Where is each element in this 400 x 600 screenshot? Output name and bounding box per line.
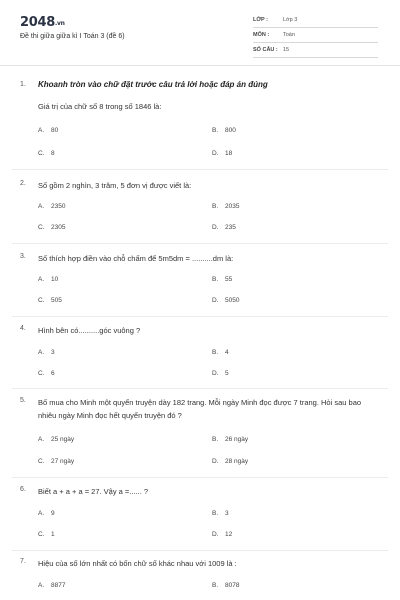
q3-option-b[interactable]: B. 55 [212,276,233,283]
question-divider [12,169,388,170]
q4-option-c[interactable]: C. 6 [38,370,55,377]
meta-class-key: LỚP : [253,17,268,23]
question-divider [12,316,388,317]
header-divider [0,65,400,66]
meta-subject-value: Toán [283,32,295,38]
q1-option-d[interactable]: D. 18 [212,150,233,157]
question-divider [12,477,388,478]
q3-number: 3. [20,253,26,260]
q1-option-a[interactable]: A. 80 [38,127,59,134]
q6-number: 6. [20,486,26,493]
q1-option-c[interactable]: C. 8 [38,150,55,157]
q5-option-b[interactable]: B. 26 ngày [212,436,249,443]
meta-count-key: SỐ CÂU : [253,47,278,53]
q2-number: 2. [20,180,26,187]
q7-option-b[interactable]: B. 8078 [212,582,240,589]
q4-option-b[interactable]: B. 4 [212,349,229,356]
page-header [0,0,400,62]
q7-text: Hiệu của số lớn nhất có bốn chữ số khác nhau với 1009 là : [38,559,237,568]
q5-option-a[interactable]: A. 25 ngày [38,436,75,443]
question-divider [12,388,388,389]
q3-option-c[interactable]: C. 505 [38,297,62,304]
q5-option-c[interactable]: C. 27 ngày [38,458,75,465]
meta-class-value: Lớp 3 [283,17,298,23]
q6-option-b[interactable]: B. 3 [212,510,229,517]
q7-number: 7. [20,558,26,565]
q6-option-a[interactable]: A. 9 [38,510,55,517]
meta-count-value: 15 [283,47,290,53]
meta-class [253,14,378,28]
q3-option-a[interactable]: A. 10 [38,276,59,283]
question-divider [12,243,388,244]
q2-option-c[interactable]: C. 2305 [38,224,66,231]
q5-number: 5. [20,397,26,404]
q4-text: Hình bên có..........góc vuông ? [38,326,141,335]
q3-text: Số thích hợp điền vào chỗ chấm để 5m5dm = ..........dm là: [38,254,234,263]
q3-option-d[interactable]: D. 5050 [212,297,240,304]
q7-option-a[interactable]: A. 8877 [38,582,66,589]
q2-option-a[interactable]: A. 2350 [38,203,66,210]
q6-option-c[interactable]: C. 1 [38,531,55,538]
q1-option-b[interactable]: B. 800 [212,127,236,134]
q4-option-a[interactable]: A. 3 [38,349,55,356]
q1-text: Giá trị của chữ số 8 trong số 1846 là: [38,102,162,111]
q2-option-b[interactable]: B. 2035 [212,203,240,210]
question-divider [12,550,388,551]
q1-instruction: Khoanh tròn vào chữ đặt trước câu trả lời hoặc đáp án đúng [38,80,268,89]
exam-title: Đề thi giữa giữa kì I Toán 3 (đề 6) [20,33,125,40]
meta-subject-key: MÔN : [253,32,270,38]
q5-text: Bố mua cho Minh một quyển truyện dày 182 trang. Mỗi ngày Minh đọc được 7 trang. Hỏi sau bao nhiêu ngày Minh đọc hết quyển truyện đó ? [38,398,362,420]
q1-number: 1. [20,81,26,88]
q6-text: Biết a + a + a = 27. Vậy a =...... ? [38,487,149,496]
meta-count [253,44,378,58]
q2-text: Số gồm 2 nghìn, 3 trăm, 5 đơn vị được viết là: [38,181,192,190]
q4-number: 4. [20,325,26,332]
q4-option-d[interactable]: D. 5 [212,370,229,377]
site-logo[interactable]: 2048.vn [20,15,65,30]
q5-option-d[interactable]: D. 28 ngày [212,458,249,465]
meta-subject [253,29,378,43]
q6-option-d[interactable]: D. 12 [212,531,233,538]
q2-option-d[interactable]: D. 235 [212,224,236,231]
